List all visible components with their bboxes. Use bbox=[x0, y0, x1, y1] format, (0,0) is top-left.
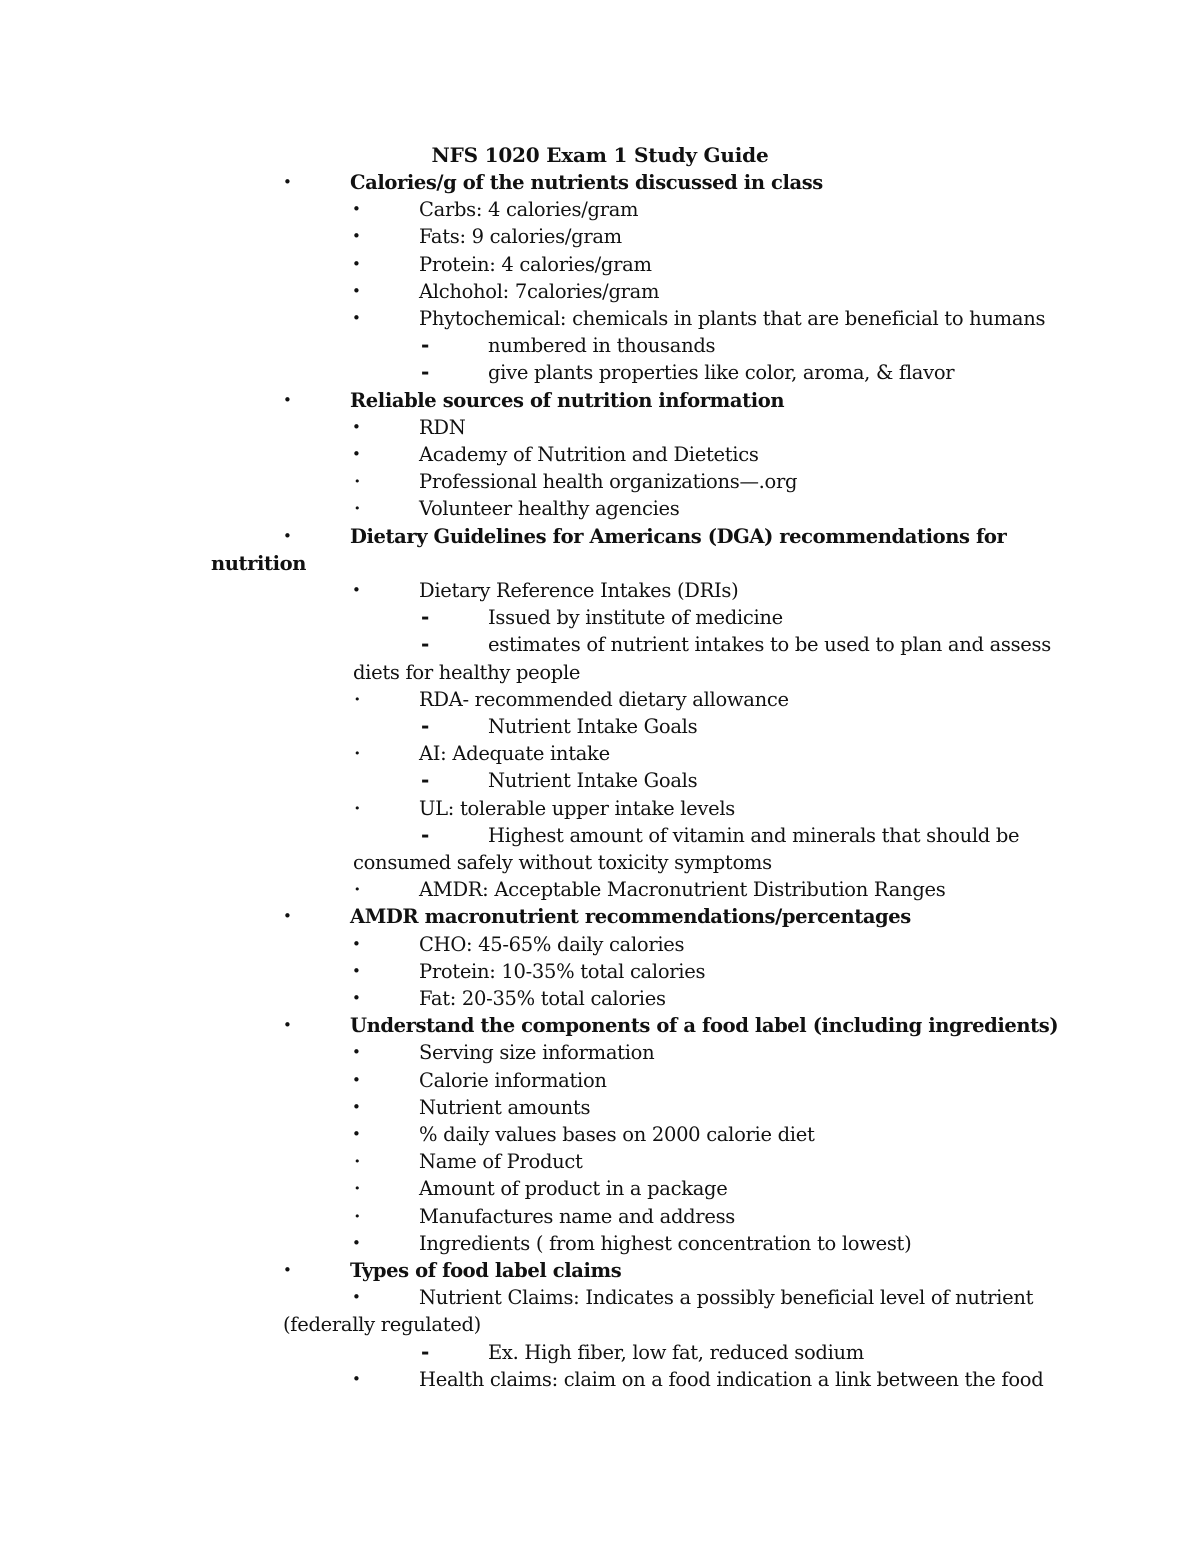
section-heading: Understand the components of a food label (including ingredients) bbox=[350, 1014, 1059, 1038]
bullet-marker: • bbox=[283, 1261, 292, 1279]
dash-marker: - bbox=[421, 632, 430, 657]
bullet-marker: • bbox=[352, 1070, 361, 1089]
bullet-marker: • bbox=[352, 1288, 361, 1307]
list-item: Carbs: 4 calories/gram bbox=[419, 198, 639, 222]
section-heading: Calories/g of the nutrients discussed in class bbox=[350, 171, 823, 194]
bullet-marker: • bbox=[354, 1182, 361, 1196]
sub-list-item: Ex. High fiber, low fat, reduced sodium bbox=[488, 1340, 864, 1364]
bullet-marker: • bbox=[354, 692, 361, 706]
list-item: % daily values bases on 2000 calorie diet bbox=[419, 1123, 815, 1146]
bullet-marker: • bbox=[352, 1125, 361, 1143]
list-item: Fats: 9 calories/gram bbox=[419, 225, 622, 249]
bullet-marker: • bbox=[354, 883, 361, 897]
list-item: AMDR: Acceptable Macronutrient Distribution Ranges bbox=[419, 878, 946, 902]
sub-list-item-continuation: diets for healthy people bbox=[353, 660, 581, 684]
list-item: Ingredients ( from highest concentration to lowest) bbox=[419, 1231, 912, 1255]
list-item: AI: Adequate intake bbox=[419, 742, 610, 766]
bullet-marker: • bbox=[354, 1209, 361, 1223]
list-item: RDA- recommended dietary allowance bbox=[419, 687, 789, 711]
dash-marker: - bbox=[421, 605, 430, 630]
dash-marker: - bbox=[421, 714, 430, 738]
sub-list-item: estimates of nutrient intakes to be used to plan and assess bbox=[488, 633, 1051, 657]
list-item: Serving size information bbox=[419, 1041, 655, 1065]
list-item: Fat: 20-35% total calories bbox=[419, 987, 666, 1010]
list-item: Nutrient amounts bbox=[419, 1095, 591, 1119]
bullet-marker: • bbox=[283, 1016, 292, 1035]
list-item: Protein: 10-35% total calories bbox=[419, 959, 706, 983]
bullet-marker: • bbox=[352, 581, 361, 599]
document-title: NFS 1020 Exam 1 Study Guide bbox=[431, 143, 769, 167]
list-item: Dietary Reference Intakes (DRIs) bbox=[419, 579, 739, 602]
dash-marker: - bbox=[421, 822, 430, 847]
bullet-marker: • bbox=[352, 1097, 361, 1116]
bullet-marker: • bbox=[352, 1233, 361, 1252]
bullet-marker: • bbox=[352, 254, 361, 273]
bullet-marker: • bbox=[352, 1043, 361, 1062]
bullet-marker: • bbox=[352, 309, 361, 327]
list-item: Professional health organizations—.org bbox=[419, 470, 798, 494]
dash-marker: - bbox=[421, 333, 430, 358]
bullet-marker: • bbox=[352, 281, 361, 300]
bullet-marker: • bbox=[354, 475, 361, 489]
dash-marker: - bbox=[421, 360, 430, 385]
list-item: Health claims: claim on a food indication a link between the food bbox=[419, 1367, 1044, 1391]
bullet-marker: • bbox=[283, 173, 292, 191]
sub-list-item: give plants properties like color, aroma, & flavor bbox=[488, 361, 955, 385]
list-item: CHO: 45-65% daily calories bbox=[419, 932, 685, 956]
sub-list-item-continuation: consumed safely without toxicity symptoms bbox=[353, 851, 772, 874]
sub-list-item: Highest amount of vitamin and minerals that should be bbox=[488, 823, 1020, 847]
bullet-marker: • bbox=[352, 934, 361, 953]
section-heading: AMDR macronutrient recommendations/percentages bbox=[350, 905, 911, 929]
list-item: Calorie information bbox=[419, 1068, 607, 1092]
list-item: UL: tolerable upper intake levels bbox=[419, 796, 735, 820]
dash-marker: - bbox=[421, 768, 430, 793]
bullet-marker: • bbox=[352, 445, 361, 463]
sub-list-item: Nutrient Intake Goals bbox=[488, 769, 698, 793]
list-item: Volunteer healthy agencies bbox=[419, 497, 680, 521]
bullet-marker: • bbox=[283, 390, 292, 409]
bullet-marker: • bbox=[352, 200, 361, 219]
list-item: Manufactures name and address bbox=[419, 1204, 735, 1228]
list-item: Nutrient Claims: Indicates a possibly beneficial level of nutrient bbox=[419, 1286, 1034, 1310]
section-heading: Types of food label claims bbox=[350, 1259, 622, 1282]
bullet-marker: • bbox=[354, 502, 361, 516]
section-heading: Reliable sources of nutrition information bbox=[350, 388, 785, 412]
bullet-marker: • bbox=[283, 526, 292, 545]
bullet-marker: • bbox=[354, 1155, 361, 1169]
list-item: Academy of Nutrition and Dietetics bbox=[419, 443, 759, 466]
list-item: RDN bbox=[419, 415, 466, 439]
list-item-continuation: (federally regulated) bbox=[283, 1313, 481, 1337]
list-item: Alchohol: 7calories/gram bbox=[419, 279, 660, 303]
sub-list-item: numbered in thousands bbox=[488, 334, 716, 358]
list-item: Amount of product in a package bbox=[419, 1177, 728, 1201]
bullet-marker: • bbox=[352, 1369, 361, 1388]
bullet-marker: • bbox=[352, 989, 361, 1007]
list-item: Phytochemical: chemicals in plants that are beneficial to humans bbox=[419, 307, 1046, 330]
bullet-marker: • bbox=[352, 417, 361, 436]
bullet-marker: • bbox=[283, 907, 292, 926]
bullet-marker: • bbox=[354, 801, 361, 815]
dash-marker: - bbox=[421, 1339, 430, 1364]
list-item: Name of Product bbox=[419, 1150, 583, 1174]
sub-list-item: Issued by institute of medicine bbox=[488, 606, 783, 630]
sub-list-item: Nutrient Intake Goals bbox=[488, 715, 698, 738]
bullet-marker: • bbox=[352, 961, 361, 980]
list-item: Protein: 4 calories/gram bbox=[419, 252, 652, 276]
bullet-marker: • bbox=[352, 227, 361, 246]
section-heading-continuation: nutrition bbox=[211, 551, 307, 575]
section-heading: Dietary Guidelines for Americans (DGA) recommendations for bbox=[350, 524, 1007, 548]
bullet-marker: • bbox=[354, 747, 361, 761]
